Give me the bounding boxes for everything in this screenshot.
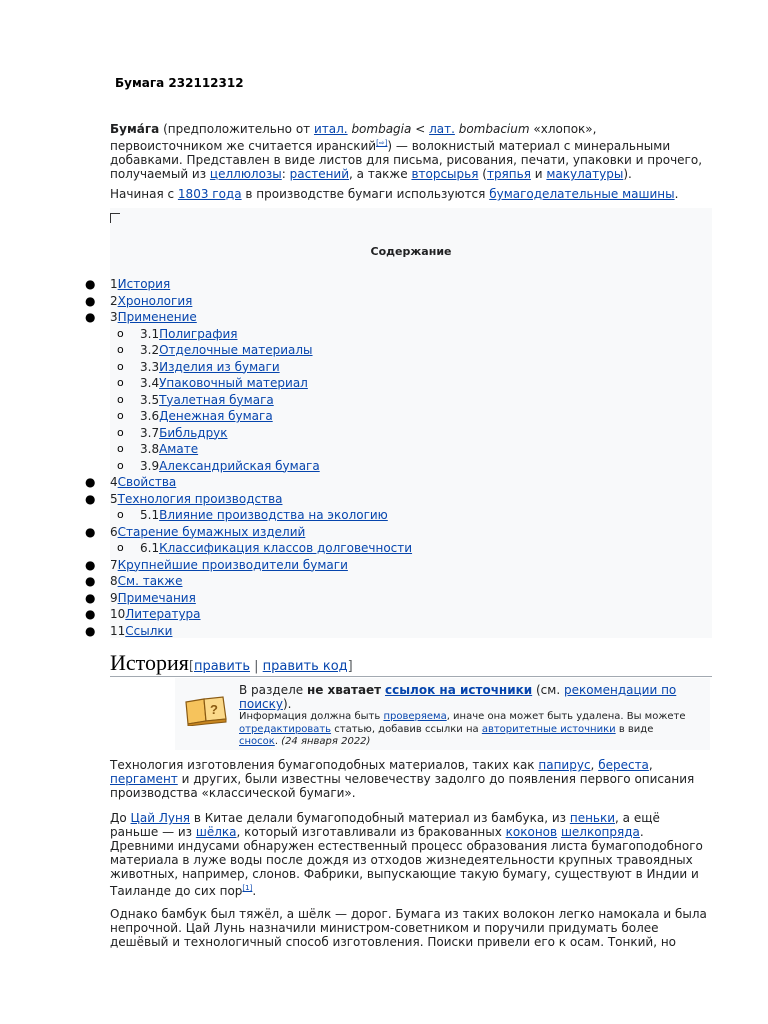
text: и других, были известны человечеству задолго до появления первого описания производства «классической бумаги».: [110, 772, 695, 800]
toc-number: 3.9: [140, 458, 160, 473]
edit-separator: |: [250, 659, 263, 674]
text: <: [411, 122, 430, 136]
hollow-bullet-icon: o: [117, 442, 124, 455]
toc-link[interactable]: Изделия из бумаги: [159, 359, 280, 374]
text: :: [281, 167, 290, 181]
word-bombagia: bombagia: [351, 122, 412, 136]
footnote-link[interactable]: [1]: [242, 884, 253, 892]
bullet-icon: ●: [85, 557, 96, 572]
text: .: [252, 884, 257, 898]
toc-number: 4: [110, 475, 118, 489]
bullet-icon: ●: [85, 310, 96, 324]
bullet-icon: ●: [85, 277, 96, 291]
toc-title: Содержание: [370, 245, 452, 258]
toc-number: 2: [110, 293, 118, 308]
link-footnotes[interactable]: сносок: [239, 736, 275, 747]
link-plants[interactable]: растений: [289, 167, 350, 181]
edit-open-bracket: [: [188, 659, 194, 674]
text: До: [110, 811, 131, 825]
bullet-icon: ●: [85, 524, 96, 539]
text: в производстве бумаги используются: [241, 187, 490, 201]
toc-link[interactable]: См. также: [117, 574, 183, 588]
link-year-1803[interactable]: 1803 года: [177, 187, 242, 201]
text: Технология изготовления бумагоподобных материалов, таких как: [110, 758, 539, 772]
toc-entry: [110, 474, 176, 491]
toc-entry: [110, 606, 201, 623]
toc-link[interactable]: Библьдрук: [159, 425, 228, 440]
book-question-icon: [183, 694, 229, 726]
toc-link[interactable]: Ссылки: [125, 623, 173, 638]
sources-notice: [175, 678, 710, 750]
toc-entry: [140, 408, 273, 425]
toc-number: 9: [110, 590, 118, 605]
history-paragraph-2: [110, 811, 710, 898]
toc-link[interactable]: Отделочные материалы: [159, 343, 313, 357]
hollow-bullet-icon: o: [117, 343, 124, 356]
toc-link[interactable]: Примечания: [117, 590, 196, 605]
section-heading-history: [110, 650, 712, 677]
toc-entry: [110, 557, 348, 574]
text: Начиная с: [110, 187, 178, 201]
link-silk[interactable]: шёлка: [195, 825, 237, 839]
machines-paragraph: [110, 187, 710, 201]
link-recommendations[interactable]: рекомендации по поиску: [239, 683, 677, 711]
toc-number: 3.6: [140, 409, 160, 423]
toc-entry: [110, 491, 283, 508]
hollow-bullet-icon: o: [117, 425, 124, 439]
toc-link[interactable]: Влияние производства на экологию: [159, 508, 388, 522]
toc-entry: [110, 524, 305, 541]
toc-number: 5.1: [140, 508, 160, 522]
text: ) — волокнистый материал с минеральными добавками. Представлен в виде листов для письма, рисования, печати, упаковки и прочего, получаемый из: [110, 139, 703, 181]
link-birch-bark[interactable]: береста: [598, 758, 649, 772]
link-sources[interactable]: ссылок на источники: [384, 683, 533, 697]
term-word: Бума́га: [110, 122, 160, 136]
toc-entry: [110, 590, 196, 607]
text: в Китае делали бумагоподобный материал из бамбука, из: [190, 811, 570, 825]
hollow-bullet-icon: o: [117, 541, 124, 554]
link-cocoons[interactable]: коконов: [505, 825, 558, 839]
toc-toggle-checkbox[interactable]: [110, 213, 120, 223]
text: Информация должна быть: [239, 711, 384, 722]
hollow-bullet-icon: o: [117, 376, 124, 389]
bullet-icon: ●: [85, 590, 96, 605]
bullet-icon: ●: [85, 623, 96, 638]
toc-entry: [110, 276, 170, 293]
toc-link[interactable]: История: [117, 277, 171, 291]
toc-entry: [140, 425, 228, 442]
document-title: Бумага 232112312: [115, 76, 244, 90]
bullet-icon: ●: [85, 293, 96, 308]
toc-link[interactable]: Денежная бумага: [159, 409, 273, 423]
toc-link[interactable]: Крупнейшие производители бумаги: [117, 557, 348, 572]
toc-entry: [140, 392, 274, 409]
link-edit-article[interactable]: отредактировать: [239, 723, 332, 735]
toc-number: 6: [110, 524, 118, 539]
toc-number: 3.1: [140, 326, 160, 341]
history-paragraph-1: [110, 758, 710, 800]
toc-link[interactable]: Старение бумажных изделий: [117, 524, 306, 539]
notice-small-text: [239, 711, 689, 749]
notice-date: (24 января 2022): [281, 736, 371, 747]
toc-entry: [140, 326, 237, 343]
intro-paragraph: [110, 122, 710, 181]
toc-entry: [110, 293, 192, 310]
text: и: [530, 167, 547, 181]
toc-link[interactable]: Литература: [125, 607, 201, 621]
text: ).: [623, 167, 632, 181]
toc-link[interactable]: Хронология: [117, 293, 193, 308]
link-papyrus[interactable]: папирус: [538, 758, 591, 772]
link-parchment[interactable]: пергамент: [110, 772, 178, 786]
toc-number: 3.3: [140, 359, 160, 374]
edit-close-bracket: ]: [347, 659, 353, 674]
toc-entry: [110, 309, 197, 326]
toc-entry: [140, 540, 412, 557]
link-verifiable[interactable]: проверяема: [383, 711, 447, 722]
text: . Древними индусами обнаружен естественный процесс образования листа бумагоподобного материала в луже воды после дождя из отходов жизнедеятельности крупных травоядных животных, например, слонов. Фабрики, выпускающие такую бумагу, существуют в Индии и Таиланде до сих пор: [110, 825, 703, 898]
bullet-icon: ●: [85, 491, 96, 506]
text: , а также: [349, 167, 412, 181]
text: ,: [648, 758, 653, 772]
toc-entry: [140, 441, 198, 458]
toc-number: 7: [110, 557, 118, 572]
toc-entry: [140, 359, 280, 376]
toc-link[interactable]: Упаковочный материал: [159, 376, 308, 390]
svg-text:?: ?: [210, 702, 218, 717]
toc-entry: [140, 342, 313, 359]
edit-section-link[interactable]: править: [193, 659, 251, 674]
toc-number: 11: [110, 623, 126, 638]
notice-main-text: [239, 683, 689, 711]
link-lat[interactable]: лат.: [429, 122, 455, 136]
hollow-bullet-icon: o: [117, 359, 124, 373]
hollow-bullet-icon: o: [117, 326, 124, 340]
text: , который изготавливали из бракованных: [236, 825, 506, 839]
text: .: [674, 187, 679, 201]
toc-link[interactable]: Классификация классов долговечности: [159, 541, 413, 555]
toc-number: 5: [110, 491, 118, 506]
hollow-bullet-icon: o: [117, 508, 124, 521]
link-authoritative[interactable]: авторитетные источники: [481, 723, 616, 735]
toc-entry: [140, 458, 320, 475]
text: ,: [590, 758, 599, 772]
link-hemp[interactable]: пеньки: [569, 811, 616, 825]
link-silkworm[interactable]: шелкопряда: [560, 825, 640, 839]
toc-entry: [140, 507, 388, 524]
toc-link[interactable]: Александрийская бумага: [159, 458, 320, 473]
hollow-bullet-icon: o: [117, 392, 124, 406]
link-waste[interactable]: макулатуры: [546, 167, 624, 181]
link-secondary[interactable]: вторсырья: [411, 167, 479, 181]
toc-link[interactable]: Амате: [159, 442, 199, 456]
history-paragraph-3: Однако бамбук был тяжёл, а шёлк — дорог. Бумага из таких волокон легко намокала и была непрочной. Цай Лунь назначили министром-советником и поручили придумать более дешёвый и технологичный способ изготовления. Поиски привели его к осам. Тонкий, но: [110, 907, 707, 949]
toc-number: 10: [110, 607, 126, 621]
text: в виде: [615, 723, 654, 735]
toc-entry: [140, 375, 308, 392]
word-bombacium: bombacium: [458, 122, 530, 136]
toc-number: 3: [110, 310, 118, 324]
toc-number: 3.7: [140, 425, 160, 440]
link-rags[interactable]: тряпья: [486, 167, 531, 181]
toc-entry: [110, 623, 172, 640]
text: , а ещё раньше — из: [110, 811, 660, 839]
text: (см.: [532, 683, 564, 697]
toc-link[interactable]: Свойства: [117, 475, 177, 489]
toc-number: 1: [110, 277, 118, 291]
text: .: [274, 736, 282, 747]
hollow-bullet-icon: o: [117, 458, 124, 472]
toc-link[interactable]: Туалетная бумага: [159, 392, 274, 407]
toc-number: 3.4: [140, 376, 160, 390]
toc-entry: [110, 573, 183, 590]
toc-link[interactable]: Полиграфия: [159, 326, 238, 341]
bullet-icon: ●: [85, 607, 96, 621]
link-ital[interactable]: итал.: [313, 122, 348, 136]
hollow-bullet-icon: o: [117, 409, 124, 422]
bullet-icon: ●: [85, 475, 96, 489]
toc-number: 6.1: [140, 541, 160, 555]
text: «хлопок», первоисточником же считается иранский: [110, 122, 597, 153]
toc-number: 3.5: [140, 392, 160, 407]
bullet-icon: ●: [85, 574, 96, 588]
toc-link[interactable]: Применение: [117, 310, 197, 324]
edit-source-link[interactable]: править код: [262, 659, 348, 674]
text: (: [478, 167, 487, 181]
text-bold: не хватает: [306, 683, 382, 697]
text: В разделе: [239, 683, 307, 697]
toc-link[interactable]: Технология производства: [117, 491, 283, 506]
heading-title: История: [110, 650, 189, 675]
text: статью, добавив ссылки на: [331, 723, 482, 735]
link-paper-machines[interactable]: бумагоделательные машины: [489, 187, 675, 201]
text: , иначе она может быть удалена. Вы можете: [446, 711, 686, 722]
text: ).: [282, 697, 292, 711]
link-cai-lun[interactable]: Цай Луня: [130, 811, 191, 825]
text: (предположительно от: [159, 122, 314, 136]
link-cellulose[interactable]: целлюлозы: [209, 167, 282, 181]
toc-number: 3.8: [140, 442, 160, 456]
footnote-link[interactable]: [⇨]: [376, 139, 388, 147]
toc-number: 8: [110, 574, 118, 588]
toc-number: 3.2: [140, 343, 160, 357]
